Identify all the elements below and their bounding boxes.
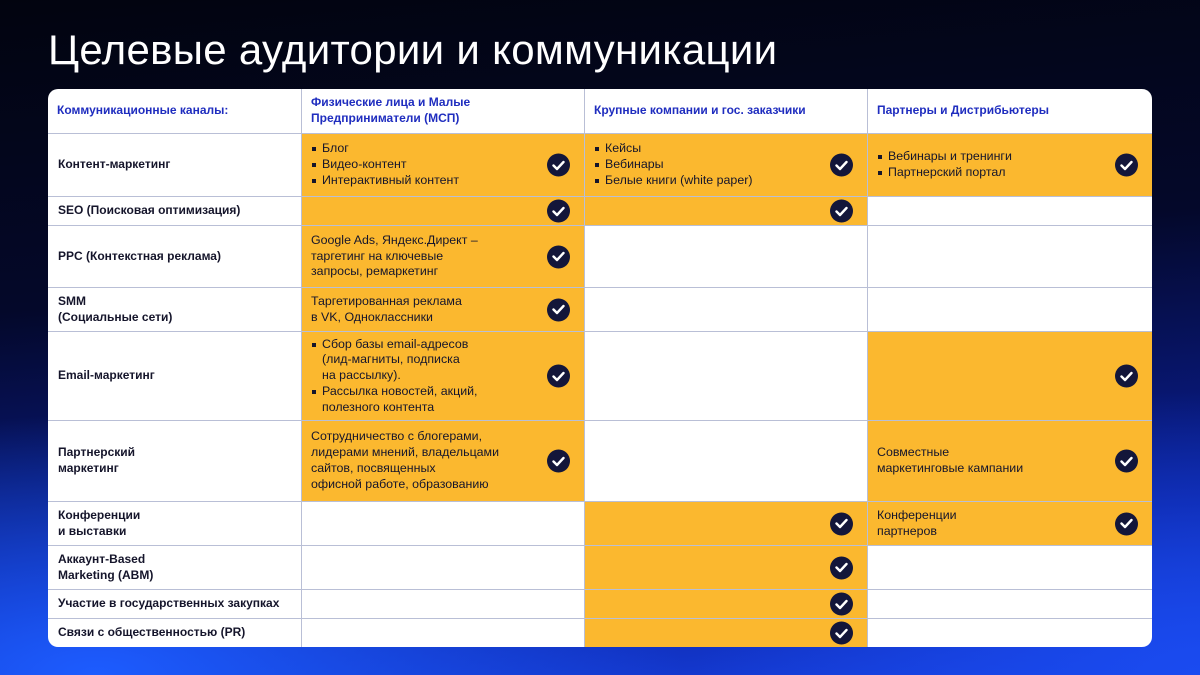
cell-pr-msp (302, 619, 585, 647)
row-label-smm: SMM (Социальные сети) (48, 288, 302, 332)
cell-smm-large (585, 288, 868, 332)
check-circle-icon (547, 200, 570, 223)
cell-partner-marketing-large (585, 421, 868, 502)
cell-content-marketing-partners (868, 134, 1152, 197)
row-label-abm: Аккаунт-Based Marketing (ABM) (48, 546, 302, 590)
header-channels: Коммуникационные каналы: (48, 89, 302, 134)
cell-smm-partners (868, 288, 1152, 332)
bullet-list (594, 141, 752, 188)
check-circle-icon (547, 450, 570, 473)
list-item: Партнерский портал (877, 165, 1012, 181)
list-item: Видео-контент (311, 157, 459, 173)
cell-abm-partners (868, 546, 1152, 590)
cell-abm-msp (302, 546, 585, 590)
cell-text: Сотрудничество с блогерами, лидерами мнений, владельцами сайтов, посвященных офисной работе, образованию (311, 429, 500, 491)
row-label-pr: Связи с общественностью (PR) (48, 619, 302, 647)
check-circle-icon (830, 556, 853, 579)
list-item: Вебинары и тренинги (877, 149, 1012, 165)
cell-gov-procurement-large (585, 590, 868, 619)
cell-email-partners (868, 332, 1152, 421)
row-label-conferences: Конференции и выставки (48, 502, 302, 546)
cell-partner-marketing-partners (868, 421, 1152, 502)
row-label-partner-marketing: Партнерский маркетинг (48, 421, 302, 502)
list-item: Рассылка новостей, акций, полезного контента (311, 384, 478, 416)
cell-gov-procurement-msp (302, 590, 585, 619)
cell-ppc-msp (302, 226, 585, 288)
check-circle-icon (830, 622, 853, 645)
check-circle-icon (1115, 450, 1138, 473)
check-circle-icon (547, 298, 570, 321)
cell-conferences-partners (868, 502, 1152, 546)
row-label-content-marketing: Контент-маркетинг (48, 134, 302, 197)
cell-seo-large (585, 197, 868, 226)
header-partners: Партнеры и Дистрибьютеры (868, 89, 1152, 134)
cell-text: Совместные маркетинговые кампании (877, 445, 1024, 475)
bullet-list (877, 149, 1012, 181)
list-item: Вебинары (594, 157, 752, 173)
check-circle-icon (830, 512, 853, 535)
row-label-gov-procurement: Участие в государственных закупках (48, 590, 302, 619)
check-circle-icon (1115, 512, 1138, 535)
audience-communication-table (48, 89, 1152, 647)
cell-content-marketing-msp (302, 134, 585, 197)
header-msp: Физические лица и Малые Предприниматели (МСП) (302, 89, 585, 134)
row-label-seo: SEO (Поисковая оптимизация) (48, 197, 302, 226)
bullet-list (311, 337, 478, 416)
cell-gov-procurement-partners (868, 590, 1152, 619)
list-item: Интерактивный контент (311, 173, 459, 189)
list-item: Сбор базы email-адресов (лид-магниты, подписка на рассылку). (311, 337, 478, 384)
cell-conferences-large (585, 502, 868, 546)
cell-smm-msp (302, 288, 585, 332)
cell-pr-large (585, 619, 868, 647)
check-circle-icon (1115, 154, 1138, 177)
slide-title: Целевые аудитории и коммуникации (48, 26, 778, 73)
row-label-email-marketing: Email-маркетинг (48, 332, 302, 421)
list-item: Кейсы (594, 141, 752, 157)
cell-content-marketing-large (585, 134, 868, 197)
list-item: Белые книги (white paper) (594, 173, 752, 189)
cell-text: Таргетированная реклама в VK, Одноклассники (311, 293, 462, 324)
check-circle-icon (547, 245, 570, 268)
check-circle-icon (830, 200, 853, 223)
cell-text: Конференции партнеров (877, 507, 957, 538)
cell-email-msp (302, 332, 585, 421)
check-circle-icon (1115, 365, 1138, 388)
row-label-ppc: PPC (Контекстная реклама) (48, 226, 302, 288)
bullet-list (311, 141, 459, 188)
check-circle-icon (547, 154, 570, 177)
check-circle-icon (830, 593, 853, 616)
cell-ppc-large (585, 226, 868, 288)
cell-abm-large (585, 546, 868, 590)
list-item: Блог (311, 141, 459, 157)
cell-conferences-msp (302, 502, 585, 546)
check-circle-icon (547, 365, 570, 388)
cell-seo-msp (302, 197, 585, 226)
cell-text: Google Ads, Яндекс.Директ – таргетинг на ключевые запросы, ремаркетинг (311, 232, 478, 279)
cell-pr-partners (868, 619, 1152, 647)
cell-ppc-partners (868, 226, 1152, 288)
cell-email-large (585, 332, 868, 421)
header-large-companies: Крупные компании и гос. заказчики (585, 89, 868, 134)
cell-partner-marketing-msp (302, 421, 585, 502)
check-circle-icon (830, 154, 853, 177)
cell-seo-partners (868, 197, 1152, 226)
